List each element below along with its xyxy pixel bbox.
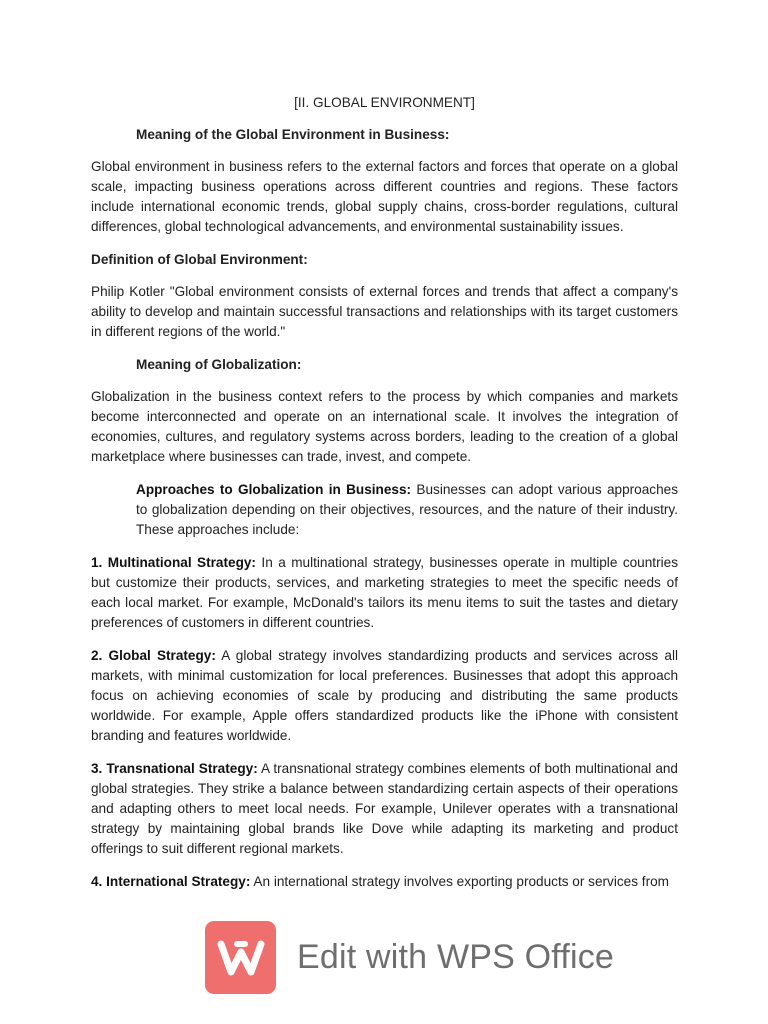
approaches-text: Businesses can adopt various approaches to globalization depending on their objectives, resources, and the nature of their industry. These approaches include: xyxy=(136,482,679,537)
paragraph-globalization: Globalization in the business context refers to the process by which companies and markets become interconnected and operate on an international scale. It involves the integration of economies, cultures, and regulatory systems across borders, leading to the creation of a global marketplace where businesses can trade, invest, and compete. xyxy=(91,389,678,464)
strategy-label: 3. Transnational Strategy: xyxy=(91,761,258,776)
approaches-label: Approaches to Globalization in Business: xyxy=(136,482,412,497)
strategy-label: 1. Multinational Strategy: xyxy=(91,555,256,570)
strategy-text: An international strategy involves exporting products or services from xyxy=(250,874,669,889)
strategy-text: A global strategy involves standardizing products and services across all markets, with minimal customization for local preferences. Businesses that adopt this approach focus on achieving economies of scale by producing and distributing the same products worldwide. For example, Apple offers standardized products like the iPhone with consistent branding and features worldwide. xyxy=(91,648,678,743)
strategy-label: 2. Global Strategy: xyxy=(91,648,216,663)
page-title: [II. GLOBAL ENVIRONMENT] xyxy=(294,95,475,110)
wps-edit-link[interactable]: Edit with WPS Office xyxy=(297,938,615,976)
strategy-text: A transnational strategy combines elements of both multinational and global strategies. They strike a balance between standardizing certain aspects of their operations and adapting others to meet local needs. For example, Unilever operates with a transnational strategy by maintaining global brands like Dove while adapting its marketing and product offerings to suit different regional markets. xyxy=(91,761,678,856)
heading-global-environment-meaning: Meaning of the Global Environment in Business: xyxy=(136,127,450,142)
paragraph-kotler-definition: Philip Kotler "Global environment consists of external forces and trends that affect a company's ability to develop and maintain successful transactions and relationships with its target customers in different regions of the world." xyxy=(91,284,678,339)
wps-logo-icon[interactable] xyxy=(205,921,276,994)
paragraph-global-environment: Global environment in business refers to the external factors and forces that operate on a global scale, impacting business operations across different countries and regions. These factors include international economic trends, global supply chains, cross-border regulations, cultural differences, global technological advancements, and environmental sustainability issues. xyxy=(91,159,678,234)
strategy-transnational xyxy=(91,759,678,859)
strategy-global xyxy=(91,646,678,746)
document-page xyxy=(91,93,678,905)
heading-globalization-meaning: Meaning of Globalization: xyxy=(136,357,302,372)
heading-definition: Definition of Global Environment: xyxy=(91,252,308,267)
strategy-text: In a multinational strategy, businesses operate in multiple countries but customize their products, services, and marketing strategies to meet the specific needs of each local market. For example, McDonald's tailors its menu items to suit the tastes and dietary preferences of customers in different countries. xyxy=(91,555,678,630)
strategy-label: 4. International Strategy: xyxy=(91,874,251,889)
strategy-international xyxy=(91,872,678,892)
paragraph-approaches xyxy=(91,480,678,540)
wps-w-mark-icon xyxy=(217,938,265,978)
strategy-multinational xyxy=(91,553,678,633)
